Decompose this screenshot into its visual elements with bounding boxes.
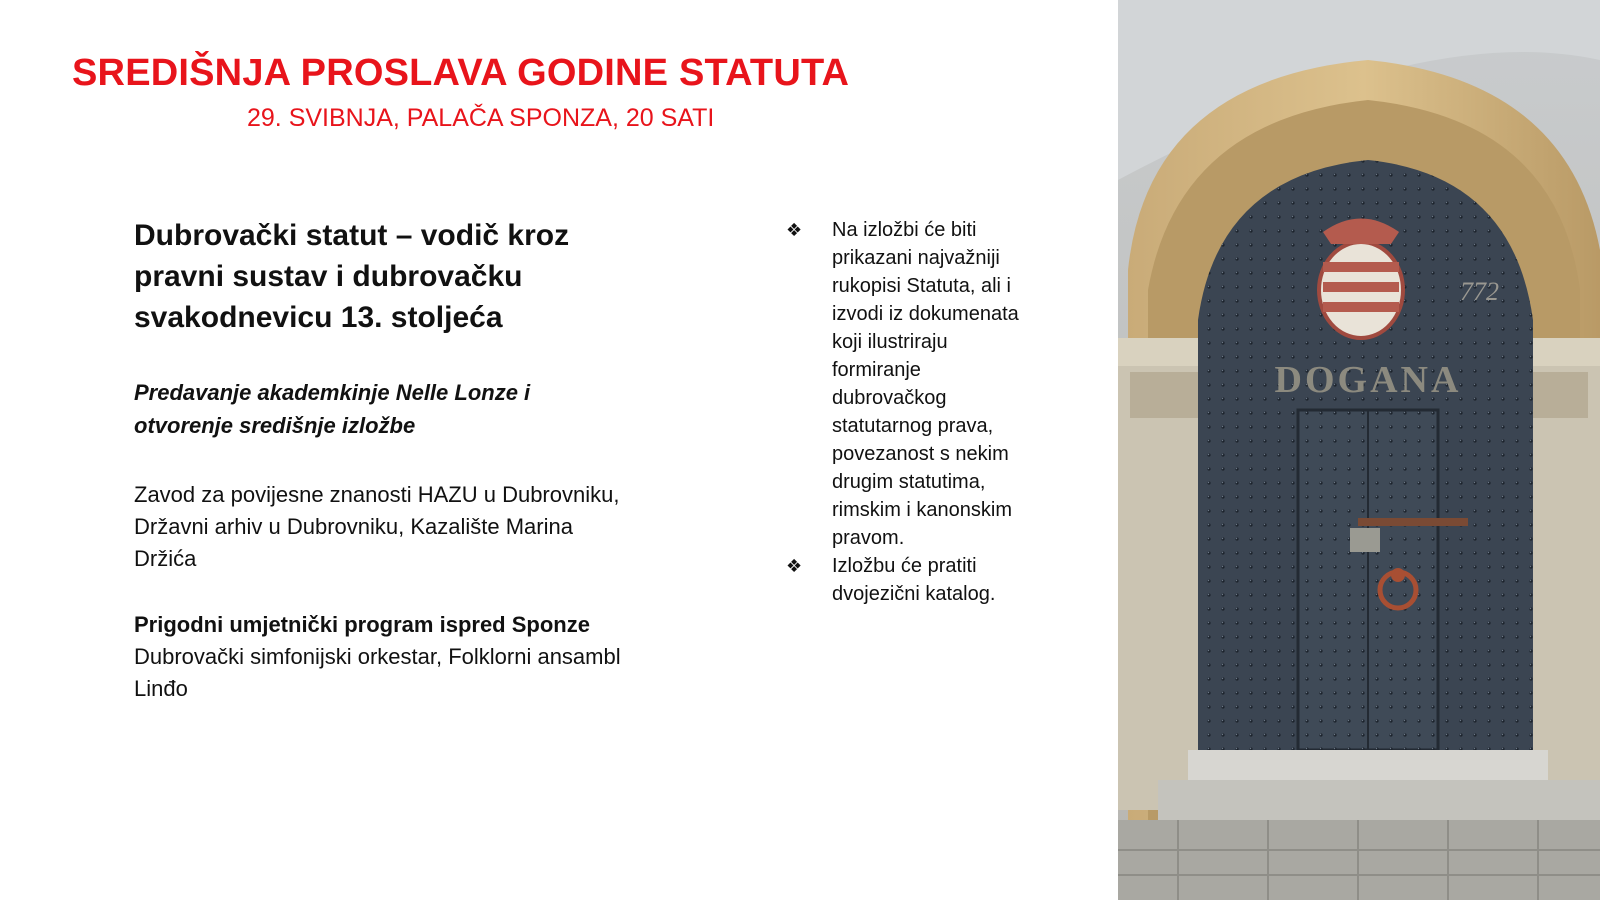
event-details: 29. SVIBNJA, PALAČA SPONZA, 20 SATI <box>247 104 715 132</box>
diamond-bullet-icon: ❖ <box>786 556 803 576</box>
organizers: Zavod za povijesne znanosti HAZU u Dubrovniku, Državni arhiv u Dubrovniku, Kazalište Marina Držića <box>134 482 620 571</box>
exhibition-bullets <box>786 216 1026 608</box>
lecture-title: Dubrovački statut – vodič kroz pravni sustav i dubrovačku svakodnevicu 13. stoljeća <box>134 219 570 334</box>
bullet-text: Na izložbi će biti prikazani najvažniji rukopisi Statuta, ali i izvodi iz dokumenata koji ilustriraju formiranje dubrovačkog statutarnog prava, povezanost s nekim drugim statutima, rimskim i kanonskim pravom. <box>832 219 1019 549</box>
lecture-subtitle: Predavanje akademkinje Nelle Lonze i otvorenje središnje izložbe <box>134 380 531 438</box>
program-text: Dubrovački simfonijski orkestar, Folklorni ansambl Linđo <box>134 644 621 701</box>
bullet-item <box>786 216 1026 552</box>
door-inscription: DOGANA <box>1274 359 1462 401</box>
diamond-bullet-icon: ❖ <box>786 220 803 240</box>
program-title: Prigodni umjetnički program ispred Sponze <box>134 612 590 637</box>
bullet-item <box>786 552 1026 608</box>
arched-door-photo <box>1118 0 1600 900</box>
page-title: SREDIŠNJA PROSLAVA GODINE STATUTA <box>72 52 850 94</box>
door-date-mark: 772 <box>1460 277 1499 306</box>
event-description <box>134 215 634 705</box>
bullet-text: Izložbu će pratiti dvojezični katalog. <box>832 555 996 605</box>
